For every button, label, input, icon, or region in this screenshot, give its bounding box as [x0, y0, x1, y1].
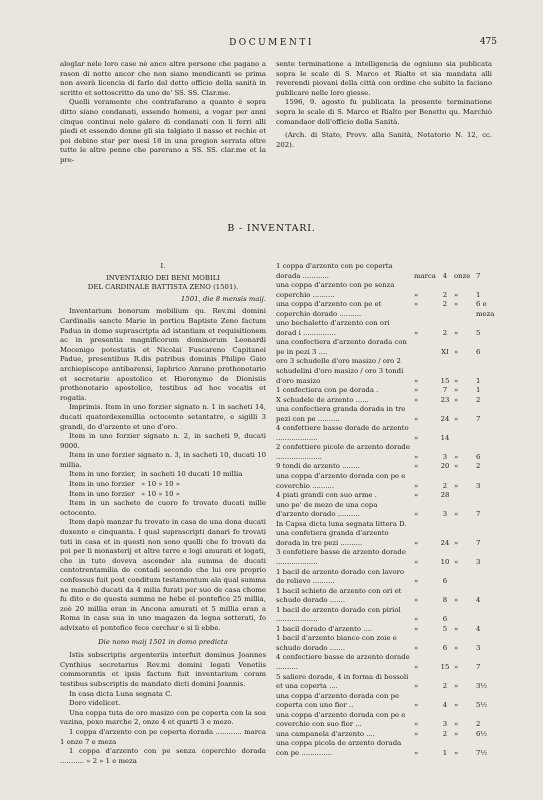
weight-sep: »: [454, 720, 459, 729]
weight-unit: »: [414, 300, 419, 309]
item-weight: [412, 415, 492, 425]
weight-marks: 24: [440, 414, 450, 423]
item-weight: [412, 300, 494, 319]
forzier-label: Item in uno forzier: [69, 489, 135, 498]
inventory-item: [276, 606, 492, 625]
inventory-item: [276, 501, 492, 520]
weight-sep: »: [454, 682, 459, 691]
inventory-item: [276, 491, 492, 501]
item-weight: [412, 453, 492, 463]
weight-ounces: 3: [476, 643, 481, 652]
weight-unit: »: [414, 462, 419, 471]
weight-marks: 4: [442, 701, 448, 710]
item-description: 1 bacil de arzento dorado con piriol ...................: [276, 605, 401, 624]
forzier-row: [60, 490, 266, 500]
forzier-label: Item in uno forzier: [69, 480, 135, 489]
weight-unit: »: [414, 729, 419, 738]
weight-sep: »: [454, 328, 459, 337]
weight-unit: »: [414, 701, 419, 710]
running-head: DOCUMENTI: [229, 38, 314, 48]
inventory-item: [276, 625, 492, 635]
weight-unit: »: [414, 615, 419, 624]
weight-sep: »: [454, 701, 459, 710]
item-description: 9 tondi de arzento ........: [276, 462, 360, 471]
bottom-left-column: [60, 262, 266, 766]
inventory-item: [276, 386, 492, 396]
item-weight: [412, 482, 492, 492]
weight-unit: »: [414, 538, 419, 547]
inventory-item: [276, 529, 492, 548]
inventory-item: [276, 424, 492, 443]
inventory-list: [276, 262, 495, 758]
section-heading: B - INVENTARI.: [227, 223, 316, 234]
inventory-item: [276, 634, 492, 653]
weight-ounces: 7: [476, 271, 481, 280]
weight-sep: »: [454, 662, 459, 671]
weight-ounces: [476, 615, 492, 625]
weight-ounces: 1: [476, 386, 481, 395]
forzier-amount: » 10 » 10 »: [141, 489, 180, 498]
item-description: 4 piati grandi con suo arme .: [276, 491, 377, 500]
weight-unit: »: [414, 596, 419, 605]
weight-ounces: 7: [476, 662, 481, 671]
item-description: oro 3 schudelle d'oro masizo / oro 2 schudelini d'oro masizo / oro 3 tondi d'oro masizo: [276, 357, 404, 385]
weight-sep: »: [454, 729, 459, 738]
weight-sep: »: [454, 557, 459, 566]
weight-ounces: 7: [476, 414, 481, 423]
weight-sep: »: [454, 481, 459, 490]
item-weight: [412, 491, 492, 501]
item-description: una confetiera granda d'arzento dorada in tre pezi ..........: [276, 529, 389, 547]
weight-ounces: [476, 491, 492, 501]
weight-marks: 8: [442, 596, 448, 605]
inventory-number: I.: [160, 262, 166, 270]
item-weight: [412, 386, 492, 396]
item-weight: [412, 291, 492, 301]
weight-marks: 6: [442, 643, 448, 652]
weight-marks: 24: [440, 538, 450, 547]
archive-citation: (Arch. di Stato, Provv. alla Sanità, Notatorio N. 12, cc. 202).: [276, 131, 492, 149]
weight-marks: 28: [440, 491, 450, 500]
inventory-item: [276, 462, 492, 472]
inventory-item: [276, 472, 492, 491]
weight-sep: [454, 615, 476, 625]
item-weight: [412, 577, 492, 587]
paragraph: Una coppa tuta de oro masizo con pe coperta con la soa vazina, pexo marche 2, onze 4 et quarti 3 e mezo.: [60, 708, 266, 727]
weight-sep: »: [454, 376, 459, 385]
item-weight: [412, 396, 492, 406]
weight-ounces: 7½: [476, 748, 488, 757]
weight-ounces: 1: [476, 376, 481, 385]
forzier-row: [60, 480, 266, 490]
weight-unit: »: [414, 662, 419, 671]
inventory-item: [276, 730, 492, 740]
item-weight: [412, 539, 492, 549]
weight-ounces: 4: [476, 596, 481, 605]
weight-unit: »: [414, 491, 419, 500]
inventory-item: [276, 520, 492, 530]
weight-unit: »: [414, 720, 419, 729]
inventory-item: [276, 262, 492, 281]
paragraph: In casa dicta Luna segnata C.: [69, 689, 173, 698]
weight-sep: onze: [454, 271, 471, 280]
item-description: 4 confectiere basse de arzento dorade ..........: [276, 653, 410, 671]
second-date: Die nono maij 1501 in domo predicta: [98, 637, 228, 646]
paragraph: Quelli veramente che contrafarano a quanto è sopra ditto siano condanati, essendo homeni, a vogar per anni cinque continui nele galere di condanati con li ferri alli piedi et essendo donne gli sia talgiato il nasso et rechie et poi debino star per mesi 18 in una pregion serrata oltre tutte le altre penne che parerano a SS. SS. clar.me et la pre-: [60, 98, 266, 164]
paragraph: 1 coppa d'arzento con pe senza coperchio dorada ........... » 2 » 1 e meza: [60, 747, 266, 765]
item-weight: [412, 720, 492, 730]
weight-marks: 6: [442, 615, 448, 624]
weight-ounces: 5½: [476, 701, 488, 710]
weight-ounces: [476, 434, 492, 444]
weight-sep: »: [454, 347, 459, 356]
inventory-item: [276, 338, 492, 357]
inventory-item: [276, 739, 492, 758]
weight-marks: 3: [442, 452, 448, 461]
weight-sep: »: [454, 300, 459, 309]
weight-sep: »: [454, 643, 459, 652]
weight-unit: »: [414, 414, 419, 423]
paragraph: Imprimis. Item in uno forzier signato n. 1 in sacheti 14, ducati quatordexemillia octocento setantatre, e sigilli 3 grandi, do d'arzento et uno d'oro.: [60, 403, 266, 431]
inventory-title-line-2: DEL CARDINALE BATTISTA ZENO (1501).: [87, 283, 239, 292]
item-description: una coppa d'arzento con pe senza coperchio ..........: [276, 281, 395, 299]
item-description: una confectiera granda dorada in tre pezi con pe ..........: [276, 405, 406, 423]
weight-marks: XI: [441, 347, 449, 356]
item-description: una confectiera d'arzento dorada con pe in pezi 3 ....: [276, 338, 407, 356]
item-weight: [412, 558, 492, 568]
weight-unit: »: [414, 395, 419, 404]
weight-ounces: 7: [476, 510, 481, 519]
paragraph: Doro videlicet.: [69, 699, 121, 708]
paragraph: Istis subscriptis argenteriis interfuit dominus Joannes Cynthius secretarius Rev.mi domini legati Venetiis commorantis et ipsis factum fuit inventarium coram testibus subscriptis de mandato dicti domini Joannis.: [60, 651, 266, 688]
weight-unit: »: [414, 328, 419, 337]
item-weight: [412, 348, 492, 358]
inventory-item: [276, 405, 492, 424]
item-description: una coppa picola de arzento dorada con pe ..............: [276, 739, 402, 757]
weight-marks: 23: [440, 395, 450, 404]
weight-unit: marca: [414, 271, 436, 280]
weight-marks: 2: [442, 682, 448, 691]
item-weight: [412, 596, 492, 606]
item-description: una coppa d'arzento dorada con pe coperta con uno fior ..: [276, 691, 400, 710]
weight-sep: [454, 491, 476, 501]
item-weight: [412, 377, 492, 387]
item-description: una campanela d'arzento ....: [276, 729, 375, 738]
weight-ounces: 2: [476, 720, 481, 729]
weight-unit: »: [414, 452, 419, 461]
forzier-label: Item in uno forzier,: [69, 470, 136, 479]
weight-unit: »: [414, 557, 419, 566]
item-weight: [412, 701, 492, 711]
weight-sep: »: [454, 290, 459, 299]
item-description: 3 confetiere basse de arzento dorade ...................: [276, 548, 406, 566]
forzier-amount: » 10 » 10 »: [141, 480, 180, 489]
item-description: 5 saliere dorade, 4 in forma di bossoli et una coperta ....: [276, 672, 409, 691]
item-description: una coppa d'arzento con pe et coperchio dorado ..........: [276, 300, 382, 318]
item-weight: [412, 663, 492, 673]
weight-unit: [414, 348, 436, 358]
weight-marks: 15: [440, 662, 450, 671]
weight-ounces: 6: [476, 452, 481, 461]
item-description: In Capsa dicta luna segnata littera D.: [276, 519, 407, 528]
weight-unit: »: [414, 510, 419, 519]
weight-sep: »: [454, 510, 459, 519]
forzier-amount: in sacheti 10 ducati 10 millia: [141, 470, 243, 479]
item-description: una coppa d'arzento dorada con pe e coverchio con suo fior ...: [276, 710, 406, 729]
top-right-column: [276, 60, 492, 150]
item-description: una coppa d'arzento dorada con pe e coverchio ..........: [276, 472, 406, 490]
weight-unit: »: [414, 386, 419, 395]
weight-ounces: 3: [476, 557, 481, 566]
weight-sep: »: [454, 414, 459, 423]
inventory-date: 1501, die 8 mensis maij.: [180, 294, 266, 303]
item-weight: [412, 615, 492, 625]
item-description: 1 bacil d'arzento bianco con zoie e schudo dorado .......: [276, 634, 397, 652]
weight-marks: 2: [442, 300, 448, 309]
paragraph: Inventarium bonorum mobilium qu. Rev.mi domini Cardinalis sancte Marie in porticu Baptiste Zeno factum Padua in domo suprascripta ad istantiam et requisitionem ac in presentia magnificorum dominorum Leonardi Mocenigo potestatis et Nicolai Fuscareno Capitanei Padue, presentibus R.dis patribus dominis Philipo Gaio archiepiscopo antibarensi, Iaphrico Anrano prothonotario et secretario apostolico et Hieronymo de Dionisiis prothonotario apostolico, testibus ad hoc vocatis et rogatis.: [60, 307, 266, 402]
item-description: 1 bacil dorado d'arzento ....: [276, 624, 372, 633]
weight-ounces: 2: [476, 395, 481, 404]
weight-ounces: 4: [476, 624, 481, 633]
weight-marks: 20: [440, 462, 450, 471]
weight-sep: »: [454, 596, 459, 605]
weight-unit: »: [414, 433, 419, 442]
weight-ounces: [476, 577, 492, 587]
weight-ounces: 3: [476, 481, 481, 490]
weight-unit: »: [414, 481, 419, 490]
weight-ounces: 1: [476, 290, 481, 299]
weight-ounces: 6 e meza: [476, 300, 495, 318]
item-weight: [412, 510, 492, 520]
weight-unit: »: [414, 624, 419, 633]
weight-unit: »: [414, 748, 419, 757]
item-weight: [412, 462, 492, 472]
item-description: 1 confectiera con pe dorada .: [276, 386, 379, 395]
inventory-item: [276, 548, 492, 567]
weight-sep: [454, 434, 476, 444]
weight-marks: 15: [440, 376, 450, 385]
weight-ounces: 3½: [476, 682, 488, 691]
inventory-item: [276, 300, 495, 319]
inventory-item: [276, 396, 492, 406]
weight-ounces: 7: [476, 538, 481, 547]
item-weight: [412, 749, 492, 759]
paragraph: sente terminatione a intelligencia de ogniuno sia publicata sopra le scale di S. Marco et Rialto et sia mandata alli reverendi piovani della città con ordine che subito la faciano publicare nelle loro giesse.: [276, 60, 492, 97]
item-weight: [412, 272, 492, 282]
weight-marks: 6: [442, 577, 448, 586]
weight-ounces: 5: [476, 328, 481, 337]
paragraph: Item dapò manzar fu trovato in casa de una dona ducati duxento e cinquanta. I qual suprascripti danari fo trovati tuti in casa et in questi non sono quelli che fo trovati da poi per li monasterij et altre terre e logi amurati et logati, che in tuto doveva ascender ala summa de ducati centotrentamilia de contadi secondo che lui ore proprio confessus fuit post conditum testamentum ala qual summa ne manchò ducati da 4 milia furati per suo de casa chome fu dito e de questa summa ne hebe el pontefice 25 millia, zoè 20 millia eran in Ancona amurati et 5 millia eran a Roma in casa sua in uno magazen da legna sotterati, fo advixato el pontefice fece cerchar e si li ebbe.: [60, 518, 266, 632]
paragraph: aloglar nele loro case nè anco altre persone che pagano a rason di notte ancor che non siano mendicanti se prima non averà licencia di farlo dal detto officio della sanità in scritto et sottoscritto da uno de' SS. SS. Clar.me.: [60, 60, 266, 97]
item-description: 1 coppa d'arzento con pe coperta dorada ............: [276, 262, 393, 280]
weight-sep: »: [454, 538, 459, 547]
weight-marks: 5: [442, 624, 448, 633]
inventory-item: [276, 673, 492, 692]
item-weight: [412, 730, 492, 740]
item-description: uno pe' de mezo de una copa d'arzento dorado ..........: [276, 500, 378, 519]
item-weight: [412, 682, 492, 692]
item-description: 4 confettiere basse dorade de arzento ...................: [276, 424, 409, 442]
top-left-column: [60, 60, 266, 166]
weight-unit: »: [414, 682, 419, 691]
inventory-item: [276, 357, 492, 386]
weight-marks: 1: [442, 748, 448, 757]
weight-marks: 3: [442, 510, 448, 519]
weight-sep: »: [454, 748, 459, 757]
inventory-item: [276, 653, 492, 672]
weight-unit: »: [414, 376, 419, 385]
item-weight: [412, 644, 492, 654]
item-description: 1 bacil de arzento dorado con lavoro de relievo ..........: [276, 567, 405, 586]
weight-unit: »: [414, 290, 419, 299]
page-number: 475: [479, 37, 497, 47]
weight-sep: »: [454, 462, 459, 471]
weight-sep: »: [454, 452, 459, 461]
inventory-item: [276, 711, 492, 730]
weight-marks: 4: [442, 271, 448, 280]
weight-marks: 7: [442, 386, 448, 395]
item-description: 1 bacil schieto de arzento con ori et schudo dorado .......: [276, 586, 402, 605]
paragraph: Item in uno forzier signato n. 3, in sacheti 10, ducati 10 millia.: [60, 451, 266, 469]
forzier-row: [60, 470, 266, 480]
paragraph: Item in uno forzier signato n. 2, in sacheti 9, ducati 9000.: [60, 432, 266, 450]
inventory-title-line-1: INVENTARIO DEI BENI MOBILI: [105, 273, 221, 282]
weight-sep: »: [454, 395, 459, 404]
weight-unit: »: [414, 643, 419, 652]
item-weight: [412, 625, 492, 635]
weight-marks: 2: [442, 290, 448, 299]
item-weight: [412, 434, 492, 444]
weight-marks: 10: [440, 557, 450, 566]
weight-marks: 2: [442, 481, 448, 490]
item-description: 2 confettiere picole de arzento dorade .....................: [276, 443, 410, 461]
weight-unit: »: [414, 577, 419, 586]
weight-ounces: 6: [476, 347, 481, 356]
paragraph: 1596, 9. agosto fu publicata la presente terminatione sopra le scale di S. Marco et Rialto per Benetto qu. Marchiò comandaor dell'officio della Sanità.: [276, 98, 492, 126]
inventory-item: [276, 443, 492, 462]
weight-sep: [454, 577, 476, 587]
weight-marks: 3: [442, 720, 448, 729]
weight-sep: »: [454, 624, 459, 633]
weight-ounces: 6½: [476, 729, 488, 738]
inventory-item: [276, 568, 492, 587]
weight-marks: 2: [442, 328, 448, 337]
weight-marks: 2: [442, 729, 448, 738]
weight-ounces: 2: [476, 462, 481, 471]
weight-sep: »: [454, 386, 459, 395]
paragraph: 1 coppa d'arzento con pe coperta dorada ............ marca 1 onze 7 e meza: [60, 727, 266, 746]
inventory-item: [276, 281, 492, 300]
item-description: uno bochaletto d'arzento con ori dorad i ...............: [276, 319, 390, 337]
inventory-item: [276, 319, 492, 338]
item-description: X schudele de arzento ......: [276, 395, 369, 404]
item-weight: [412, 329, 492, 339]
weight-marks: 14: [440, 433, 450, 442]
inventory-item: [276, 692, 492, 711]
paragraph: Item in un sacheto de cuoro fo trovato ducati mille octocento.: [60, 499, 266, 517]
inventory-item: [276, 587, 492, 606]
